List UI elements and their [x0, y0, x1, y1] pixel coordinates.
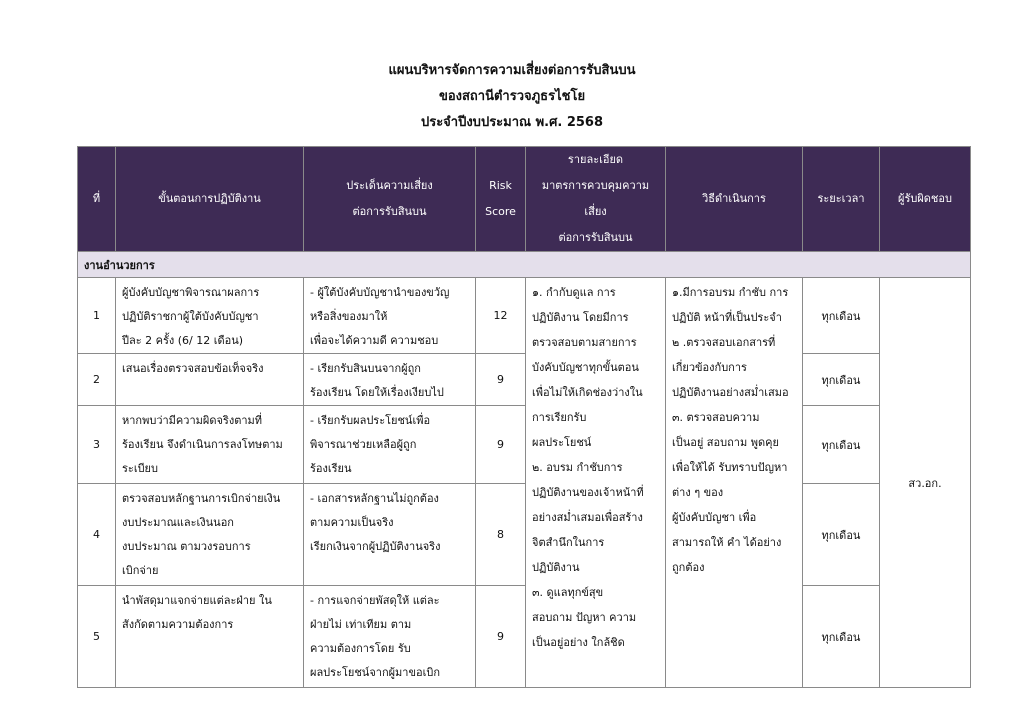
header-owner: ผู้รับผิดชอบ [880, 147, 971, 252]
risk-score: 8 [476, 484, 526, 586]
period-cell: ทุกเดือน [803, 354, 880, 406]
control-line: ปฏิบัติงาน โดยมีการ [532, 311, 629, 324]
control-line: อย่างสม่ำเสมอเพื่อสร้าง [532, 511, 643, 524]
title-line-1: แผนบริหารจัดการความเสี่ยงต่อการรับสินบน [388, 63, 636, 78]
row-number: 2 [78, 354, 116, 406]
risk-line: - เรียกรับผลประโยชน์เพื่อ [310, 414, 431, 427]
step-line: นำพัสดุมาแจกจ่ายแต่ละฝ่าย ใน [122, 594, 272, 607]
control-measures-cell [526, 278, 666, 688]
risk-line: เรียกเงินจากผู้ปฏิบัติงานจริง [310, 540, 441, 553]
table-row [78, 354, 971, 406]
header-control-measures [526, 147, 666, 252]
row-number: 1 [78, 278, 116, 354]
document-title [0, 58, 1024, 136]
risk-management-table [77, 146, 971, 688]
header-risk-score [476, 147, 526, 252]
table-row [78, 484, 971, 586]
header-risk-issue-line: ประเด็นความเสี่ยง [346, 179, 433, 192]
step-line: เสนอเรื่องตรวจสอบข้อเท็จจริง [122, 362, 264, 375]
method-cell [666, 278, 803, 688]
period-cell: ทุกเดือน [803, 484, 880, 586]
control-line: บังคับบัญชาทุกขั้นตอน [532, 361, 639, 374]
header-method: วิธีดำเนินการ [666, 147, 803, 252]
control-line: สอบถาม ปัญหา ความ [532, 611, 637, 624]
period-cell: ทุกเดือน [803, 406, 880, 484]
method-line: สามารถให้ คำ ได้อย่าง [672, 536, 782, 549]
risk-score: 9 [476, 586, 526, 688]
step-cell [116, 484, 304, 586]
risk-line: ตามความเป็นจริง [310, 516, 394, 529]
title-line-3: ประจำปีงบประมาณ พ.ศ. 2568 [420, 115, 604, 130]
title-line-2: ของสถานีตำรวจภูธรไชโย [438, 89, 586, 104]
header-risk-issue-line: ต่อการรับสินบน [352, 205, 427, 218]
section-row [78, 252, 971, 278]
method-line: ปฏิบัติงานอย่างสม่ำเสมอ [672, 386, 789, 399]
table-row [78, 586, 971, 688]
step-cell [116, 586, 304, 688]
method-line: ถูกต้อง [672, 561, 705, 574]
row-number: 3 [78, 406, 116, 484]
risk-line: ผลประโยชน์จากผู้มาขอเบิก [310, 666, 441, 679]
step-line: เบิกจ่าย [122, 564, 159, 577]
method-line: ผู้บังคับบัญชา เพื่อ [672, 511, 757, 524]
header-risk-score-line: Score [485, 205, 516, 218]
step-line: ปีละ 2 ครั้ง (6/ 12 เดือน) [122, 334, 244, 347]
step-cell [116, 354, 304, 406]
control-line: เพื่อไม่ให้เกิดช่องว่างใน [532, 386, 643, 399]
risk-line: - ผู้ใต้บังคับบัญชานำของขวัญ [310, 286, 450, 299]
risk-cell [304, 484, 476, 586]
control-line: การเรียกรับ [532, 411, 587, 424]
control-line: ตรวจสอบตามสายการ [532, 336, 637, 349]
header-steps: ขั้นตอนการปฏิบัติงาน [116, 147, 304, 252]
header-control-line: เสี่ยง [584, 205, 607, 218]
method-line: ต่าง ๆ ของ [672, 486, 724, 499]
risk-line: พิจารณาช่วยเหลือผู้ถูก [310, 438, 417, 451]
risk-cell [304, 586, 476, 688]
risk-line: ฝ่ายไม่ เท่าเทียม ตาม [310, 618, 412, 631]
step-line: สังกัดตามความต้องการ [122, 618, 234, 631]
step-line: ปฏิบัติราชกาผู้ใต้บังคับบัญชา [122, 310, 259, 323]
header-control-line: รายละเอียด [567, 153, 624, 166]
method-line: ปฏิบัติ หน้าที่เป็นประจำ [672, 311, 782, 324]
step-line: หากพบว่ามีความผิดจริงตามที่ [122, 414, 263, 427]
step-line: ระเบียบ [122, 462, 158, 475]
risk-line: ร้องเรียน [310, 462, 352, 475]
risk-score: 9 [476, 354, 526, 406]
control-line: ปฏิบัติงาน [532, 561, 580, 574]
period-cell: ทุกเดือน [803, 586, 880, 688]
risk-line: หรือสิ่งของมาให้ [310, 310, 388, 323]
risk-line: - เอกสารหลักฐานไม่ถูกต้อง [310, 492, 439, 505]
step-line: ตรวจสอบหลักฐานการเบิกจ่ายเงิน [122, 492, 281, 505]
control-line: ปฏิบัติงานของเจ้าหน้าที่ [532, 486, 644, 499]
step-cell [116, 406, 304, 484]
header-risk-score-line: Risk [489, 179, 512, 192]
risk-line: เพื่อจะได้ความดี ความชอบ [310, 334, 439, 347]
control-line: ๓. ดูแลทุกข์สุข [532, 586, 604, 599]
control-line: ผลประโยชน์ [532, 436, 592, 449]
method-line: ๒ .ตรวจสอบเอกสารที่ [672, 336, 776, 349]
risk-line: ความต้องการโดย รับ [310, 642, 411, 655]
row-number: 5 [78, 586, 116, 688]
header-control-line: ต่อการรับสินบน [558, 231, 633, 244]
control-line: ๒. อบรม กำชับการ [532, 461, 623, 474]
step-line: งบประมาณและเงินนอก [122, 516, 234, 529]
risk-line: - เรียกรับสินบนจากผู้ถูก [310, 362, 421, 375]
control-line: จิตสำนึกในการ [532, 536, 605, 549]
row-number: 4 [78, 484, 116, 586]
method-line: เพื่อให้ได้ รับทราบปัญหา [672, 461, 788, 474]
header-no: ที่ [78, 147, 116, 252]
control-line: ๑. กำกับดูแล การ [532, 286, 616, 299]
risk-score: 12 [476, 278, 526, 354]
step-line: ร้องเรียน จึงดำเนินการลงโทษตาม [122, 438, 283, 451]
header-control-line: มาตรการควบคุมความ [541, 179, 650, 192]
header-row [78, 147, 971, 252]
table-row [78, 406, 971, 484]
method-line: เป็นอยู่ สอบถาม พูดคุย [672, 436, 779, 449]
period-cell: ทุกเดือน [803, 278, 880, 354]
header-period: ระยะเวลา [803, 147, 880, 252]
method-line: ๓. ตรวจสอบความ [672, 411, 760, 424]
risk-score: 9 [476, 406, 526, 484]
method-line: ๑.มีการอบรม กำชับ การ [672, 286, 789, 299]
risk-line: - การแจกจ่ายพัสดุให้ แต่ละ [310, 594, 440, 607]
risk-cell [304, 278, 476, 354]
table-row [78, 278, 971, 354]
step-cell [116, 278, 304, 354]
header-risk-issue [304, 147, 476, 252]
control-line: เป็นอยู่อย่าง ใกล้ชิด [532, 636, 625, 649]
method-line: เกี่ยวข้องกับการ [672, 361, 747, 374]
risk-cell [304, 406, 476, 484]
risk-cell [304, 354, 476, 406]
section-label: งานอำนวยการ [78, 252, 971, 278]
step-line: งบประมาณ ตามวงรอบการ [122, 540, 251, 553]
risk-line: ร้องเรียน โดยให้เรื่องเงียบไป [310, 386, 444, 399]
step-line: ผู้บังคับบัญชาพิจารณาผลการ [122, 286, 260, 299]
owner-cell: สว.อก. [880, 278, 971, 688]
